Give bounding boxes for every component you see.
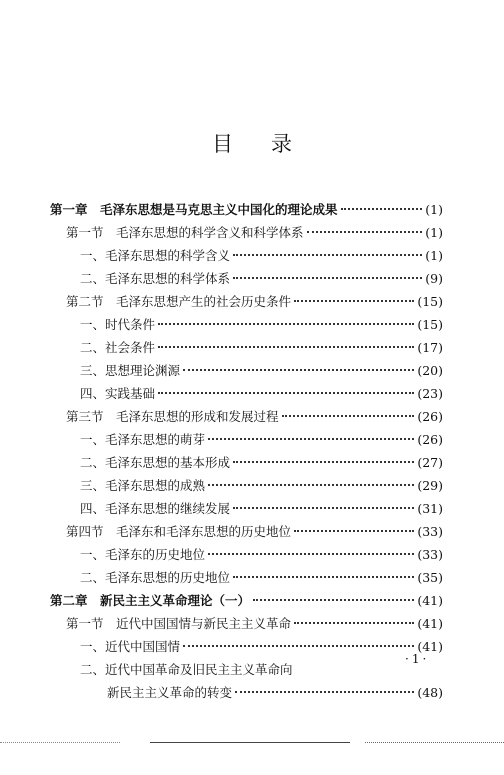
toc-entry-label: 第三节 毛泽东思想的形成和发展过程 — [66, 409, 279, 424]
dot-leader — [208, 553, 414, 555]
toc-entry[interactable] — [50, 451, 443, 474]
dot-leader — [208, 438, 414, 440]
toc-entry-label: 新民主主义革命的转变 — [107, 685, 233, 700]
dot-leader — [294, 622, 414, 624]
toc-entry[interactable] — [50, 658, 443, 681]
toc-entry[interactable] — [50, 543, 443, 566]
toc-entry-label: 一、毛泽东的历史地位 — [80, 547, 206, 562]
toc-entry-page: (15) — [417, 317, 443, 332]
footer-rule — [365, 742, 504, 743]
dot-leader — [294, 300, 414, 302]
toc-entry[interactable] — [50, 405, 443, 428]
toc-entry[interactable] — [50, 566, 443, 589]
toc-entry[interactable] — [50, 589, 443, 612]
toc-entry-label: 四、毛泽东思想的继续发展 — [80, 501, 231, 516]
toc-entry-page: (41) — [417, 616, 443, 631]
toc-entry-page: (33) — [417, 547, 443, 562]
dot-leader — [233, 461, 414, 463]
toc-entry[interactable] — [50, 612, 443, 635]
toc-entry-label: 一、近代中国国情 — [80, 639, 181, 654]
table-of-contents — [50, 198, 443, 704]
toc-entry[interactable] — [50, 382, 443, 405]
toc-entry-page: (17) — [417, 340, 443, 355]
dot-leader — [233, 254, 422, 256]
toc-entry-label: 四、实践基础 — [80, 386, 156, 401]
toc-entry-page: (20) — [417, 363, 443, 378]
dot-leader — [235, 691, 414, 693]
toc-entry-page: (31) — [417, 501, 443, 516]
toc-entry-label: 二、近代中国革命及旧民主主义革命向 — [80, 662, 293, 677]
toc-entry-page: (1) — [425, 248, 443, 263]
toc-entry-label: 三、毛泽东思想的成熟 — [80, 478, 206, 493]
toc-entry-label: 一、毛泽东思想的萌芽 — [80, 432, 206, 447]
toc-entry[interactable] — [50, 198, 443, 221]
toc-entry-label: 二、社会条件 — [80, 340, 156, 355]
dot-leader — [158, 392, 414, 394]
toc-entry-page: (27) — [417, 455, 443, 470]
dot-leader — [341, 208, 423, 210]
dot-leader — [294, 530, 414, 532]
toc-entry[interactable] — [50, 497, 443, 520]
toc-entry-page: (33) — [417, 524, 443, 539]
toc-entry[interactable] — [50, 267, 443, 290]
toc-entry-page: (1) — [425, 225, 443, 240]
toc-entry-label: 第二节 毛泽东思想产生的社会历史条件 — [66, 294, 292, 309]
toc-entry-label: 二、毛泽东思想的历史地位 — [80, 570, 231, 585]
footer-rule — [150, 742, 350, 743]
toc-entry-label: 第二章 新民主主义革命理论（一） — [50, 593, 251, 608]
dot-leader — [307, 231, 423, 233]
dot-leader — [282, 415, 415, 417]
toc-entry-label: 三、思想理论渊源 — [80, 363, 181, 378]
dot-leader — [158, 346, 414, 348]
toc-entry-page: (41) — [417, 593, 443, 608]
toc-entry-page: (26) — [417, 432, 443, 447]
dot-leader — [183, 369, 414, 371]
footer-rule — [0, 742, 120, 743]
page-title: 目录 — [212, 132, 330, 156]
toc-entry[interactable] — [50, 681, 443, 704]
toc-entry-label: 第四节 毛泽东和毛泽东思想的历史地位 — [66, 524, 292, 539]
toc-entry-label: 二、毛泽东思想的科学体系 — [80, 271, 231, 286]
dot-leader — [233, 576, 414, 578]
toc-entry-label: 第一节 近代中国国情与新民主主义革命 — [66, 616, 292, 631]
toc-entry[interactable] — [50, 221, 443, 244]
toc-entry[interactable] — [50, 520, 443, 543]
page-number: ·1· — [405, 652, 430, 666]
toc-entry-label: 二、毛泽东思想的基本形成 — [80, 455, 231, 470]
toc-entry-page: (15) — [417, 294, 443, 309]
toc-entry[interactable] — [50, 428, 443, 451]
toc-entry-label: 第一节 毛泽东思想的科学含义和科学体系 — [66, 225, 304, 240]
toc-entry-page: (23) — [417, 386, 443, 401]
dot-leader — [208, 484, 414, 486]
toc-entry[interactable] — [50, 635, 443, 658]
dot-leader — [233, 507, 414, 509]
toc-entry-page: (35) — [417, 570, 443, 585]
toc-entry-label: 一、毛泽东思想的科学含义 — [80, 248, 231, 263]
toc-entry-page: (29) — [417, 478, 443, 493]
toc-entry-label: 一、时代条件 — [80, 317, 156, 332]
toc-entry[interactable] — [50, 359, 443, 382]
dot-leader — [253, 599, 414, 601]
toc-entry-page: (48) — [417, 685, 443, 700]
dot-leader — [233, 277, 422, 279]
dot-leader — [158, 323, 414, 325]
toc-entry[interactable] — [50, 313, 443, 336]
toc-entry-page: (41) — [417, 639, 443, 654]
toc-entry-page: (26) — [417, 409, 443, 424]
toc-entry[interactable] — [50, 474, 443, 497]
toc-entry-page: (9) — [425, 271, 443, 286]
toc-entry-page: (1) — [425, 202, 443, 217]
dot-leader — [183, 645, 414, 647]
toc-entry[interactable] — [50, 244, 443, 267]
toc-entry[interactable] — [50, 336, 443, 359]
toc-entry-label: 第一章 毛泽东思想是马克思主义中国化的理论成果 — [50, 202, 338, 217]
toc-entry[interactable] — [50, 290, 443, 313]
